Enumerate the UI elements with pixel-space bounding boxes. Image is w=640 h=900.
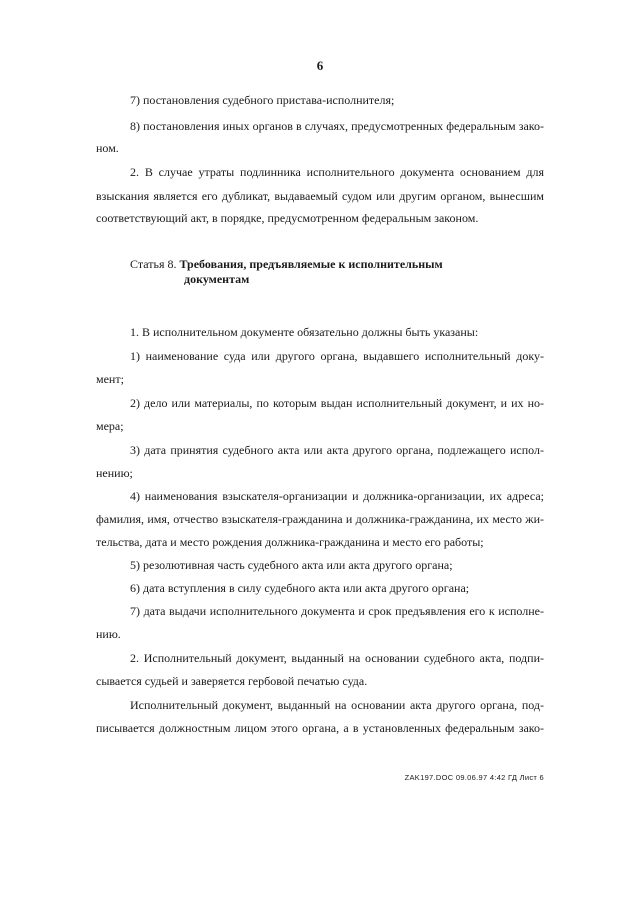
item-8-line-1: 8) постановления иных органов в случаях, предусмотренных федеральным зако-: [130, 119, 544, 133]
item-8-line-2: ном.: [96, 141, 119, 155]
p2-line-2: сывается судьей и заверяется гербовой печатью суда.: [96, 674, 368, 688]
p3-line-2: писывается должностным лицом этого органа, а в установленных федеральным зако-: [96, 721, 544, 735]
footer-meta: ZAK197.DOC 09.06.97 4:42 ГД Лист 6: [404, 773, 544, 782]
p1-item7-line-2: нию.: [96, 627, 121, 641]
p1-item5-line-1: 5) резолютивная часть судебного акта или акта другого органа;: [130, 558, 453, 572]
p1-line-1: 1. В исполнительном документе обязательно должны быть указаны:: [130, 325, 479, 339]
p1-item4-line-3: тельства, дата и место рождения должника-гражданина и место его работы;: [96, 535, 484, 549]
p1-item1-line-2: мент;: [96, 372, 124, 386]
p1-item2-line-1: 2) дело или материалы, по которым выдан исполнительный документ, и их но-: [130, 396, 544, 410]
p1-item1-line-1: 1) наименование суда или другого органа, выдавшего исполнительный доку-: [130, 349, 544, 363]
article-label: Статья 8.: [130, 257, 177, 271]
p1-item3-line-1: 3) дата принятия судебного акта или акта другого органа, подлежащего испол-: [130, 443, 544, 457]
para-2-line-3: соответствующий акт, в порядке, предусмотренном федеральным законом.: [96, 211, 479, 225]
article-heading: [130, 256, 550, 272]
p1-item7-line-1: 7) дата выдачи исполнительного документа и срок предъявления его к исполне-: [130, 604, 544, 618]
para-2-line-1: 2. В случае утраты подлинника исполнительного документа основанием для: [130, 165, 544, 179]
para-2-line-2: взыскания является его дубликат, выдаваемый судом или другим органом, вынесшим: [96, 189, 544, 203]
p1-item2-line-2: мера;: [96, 419, 124, 433]
article-title-line-2: документам: [184, 272, 250, 286]
p2-line-1: 2. Исполнительный документ, выданный на основании судебного акта, подпи-: [130, 651, 544, 665]
p1-item3-line-2: нению;: [96, 466, 133, 480]
p1-item4-line-2: фамилия, имя, отчество взыскателя-гражданина и должника-гражданина, их место жи-: [96, 512, 544, 526]
p1-item6-line-1: 6) дата вступления в силу судебного акта или акта другого органа;: [130, 581, 470, 595]
article-title-line-1: Требования, предъявляемые к исполнительным: [179, 257, 443, 271]
page-number: 6: [316, 58, 324, 73]
p3-line-1: Исполнительный документ, выданный на основании акта другого органа, под-: [130, 698, 544, 712]
item-7-line: 7) постановления судебного пристава-исполнителя;: [130, 93, 395, 107]
p1-item4-line-1: 4) наименования взыскателя-организации и должника-организации, их адреса;: [130, 489, 544, 503]
